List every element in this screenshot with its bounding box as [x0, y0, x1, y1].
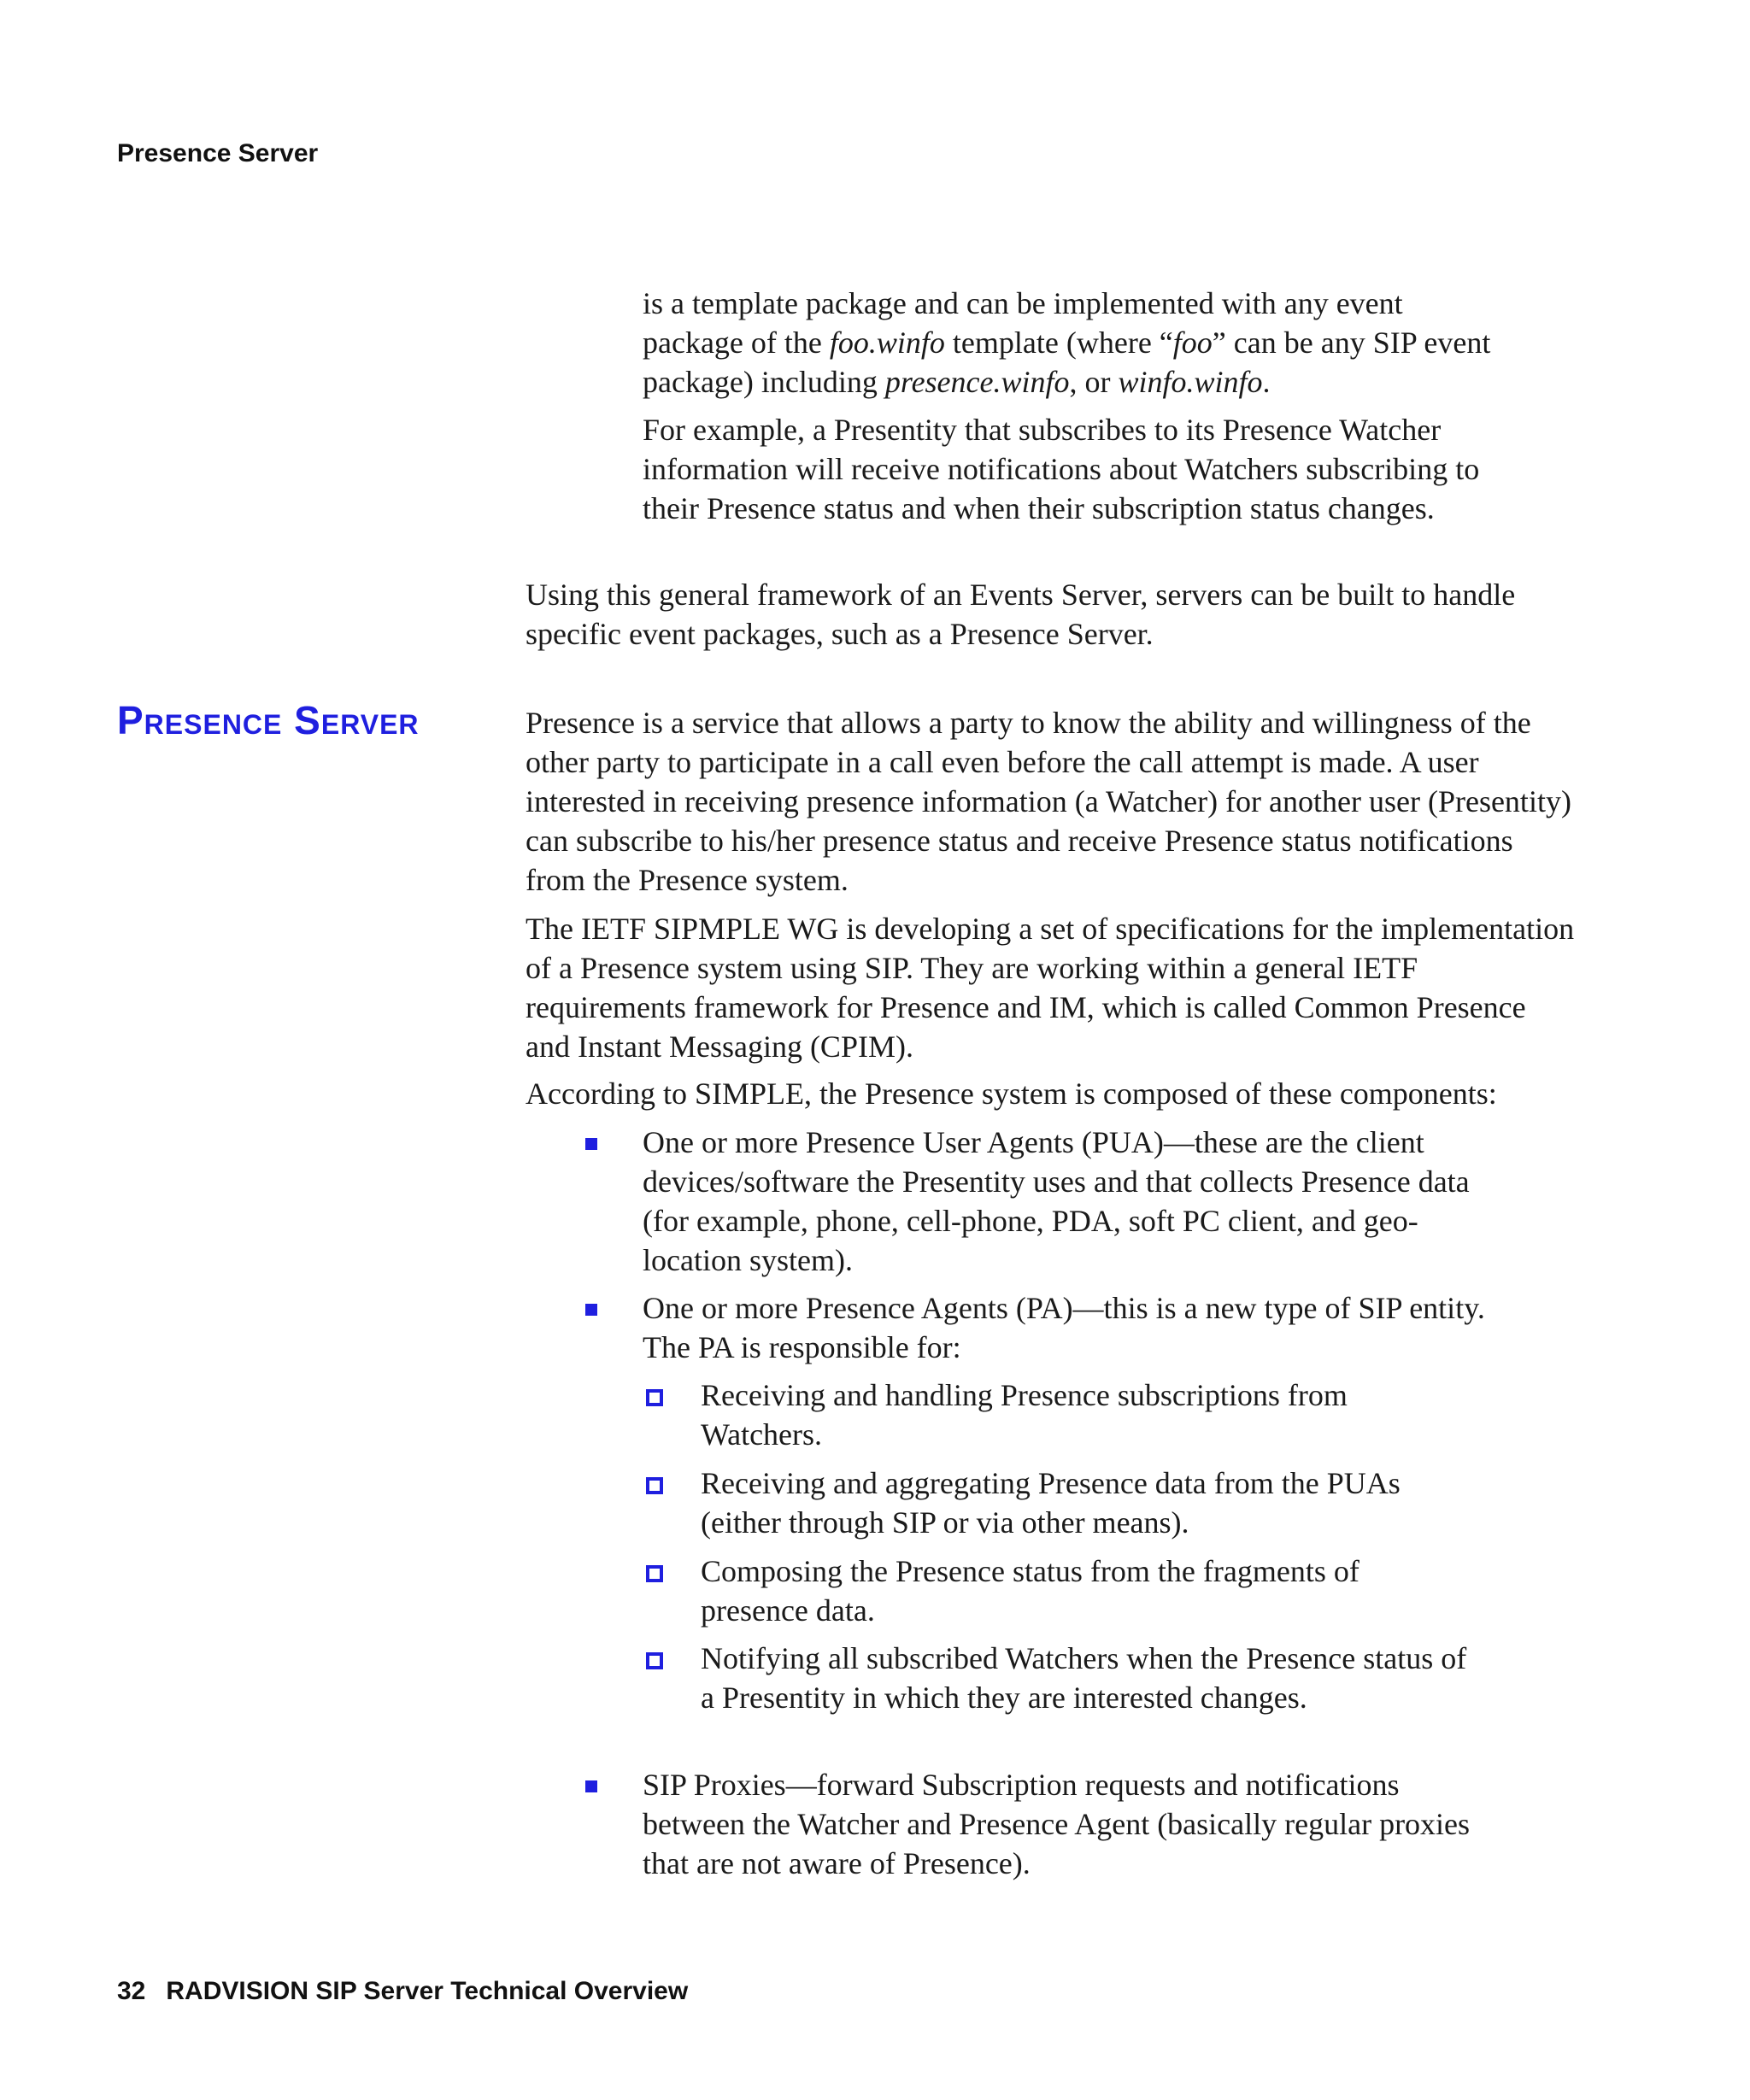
intro-paragraph-3: Using this general framework of an Events Server, servers can be built to handle specific event packages, such as a Presence Server.	[526, 578, 1516, 651]
hollow-square-bullet-icon	[646, 1652, 663, 1669]
list-item-text: Receiving and aggregating Presence data from the PUAs (either through SIP or via other means).	[701, 1466, 1401, 1540]
text-run: , or	[1069, 365, 1119, 399]
italic-run: winfo.winfo	[1118, 365, 1263, 399]
text-run: .	[1262, 365, 1271, 399]
section-heading: Presence Server	[117, 698, 420, 742]
list-item	[643, 1288, 1497, 1367]
square-bullet-icon	[585, 1780, 597, 1792]
hollow-square-bullet-icon	[646, 1477, 663, 1494]
section-paragraph-3: According to SIMPLE, the Presence system is composed of these components:	[526, 1076, 1497, 1111]
section-paragraph-2: The IETF SIPMPLE WG is developing a set of specifications for the implementation of a Presence system using SIP. They are working within a general IETF requirements framework for Presence and IM, which is called Common Presence and Instant Messaging (CPIM).	[526, 912, 1575, 1064]
square-bullet-icon	[585, 1304, 597, 1316]
text-run: ” can be any SIP event package) including	[643, 326, 1491, 399]
sub-list-item	[701, 1639, 1470, 1717]
list-item-text: Composing the Presence status from the fragments of presence data.	[701, 1554, 1359, 1628]
italic-run: foo	[1172, 326, 1213, 360]
square-bullet-icon	[585, 1138, 597, 1150]
list-item-text: SIP Proxies—forward Subscription requests and notifications between the Watcher and Presence Agent (basically regular proxies that are not aware of Presence).	[643, 1768, 1471, 1880]
hollow-square-bullet-icon	[646, 1565, 663, 1582]
running-header: Presence Server	[117, 139, 319, 167]
list-item	[643, 1765, 1497, 1883]
list-item-text: One or more Presence Agents (PA)—this is a new type of SIP entity. The PA is responsible for:	[643, 1291, 1485, 1364]
list-item-text: Notifying all subscribed Watchers when the Presence status of a Presentity in which they are interested changes.	[701, 1641, 1467, 1715]
intro-paragraph-2: For example, a Presentity that subscribes to its Presence Watcher information will receive notifications about Watchers subscribing to their Presence status and when their subscription status changes.	[643, 413, 1480, 525]
text-run: is a template package and can be implemented with any event package of the	[643, 286, 1403, 360]
running-footer	[117, 1974, 688, 2009]
sub-list-item	[701, 1464, 1470, 1542]
intro-paragraph-1	[643, 284, 1497, 402]
section-paragraph-1: Presence is a service that allows a party to know the ability and willingness of the other party to participate in a call even before the call attempt is made. A user interested in receiving presence information (a Watcher) for another user (Presentity) can subscribe to his/her presence status and receive Presence status notifications from the Presence system.	[526, 706, 1571, 897]
sub-list-item	[701, 1552, 1470, 1630]
text-run: template (where “	[944, 326, 1173, 360]
list-item-text: One or more Presence User Agents (PUA)—these are the client devices/software the Presentity uses and that collects Presence data (for example, phone, cell-phone, PDA, soft PC client, and geo-location system).	[643, 1125, 1470, 1277]
page-number: 32	[117, 1977, 146, 2005]
sub-list-item	[701, 1376, 1470, 1454]
italic-run: foo.winfo	[829, 326, 945, 360]
document-title: RADVISION SIP Server Technical Overview	[166, 1977, 689, 2005]
list-item-text: Receiving and handling Presence subscriptions from Watchers.	[701, 1378, 1348, 1452]
list-item	[643, 1123, 1497, 1280]
italic-run: presence.winfo	[884, 365, 1070, 399]
hollow-square-bullet-icon	[646, 1389, 663, 1406]
